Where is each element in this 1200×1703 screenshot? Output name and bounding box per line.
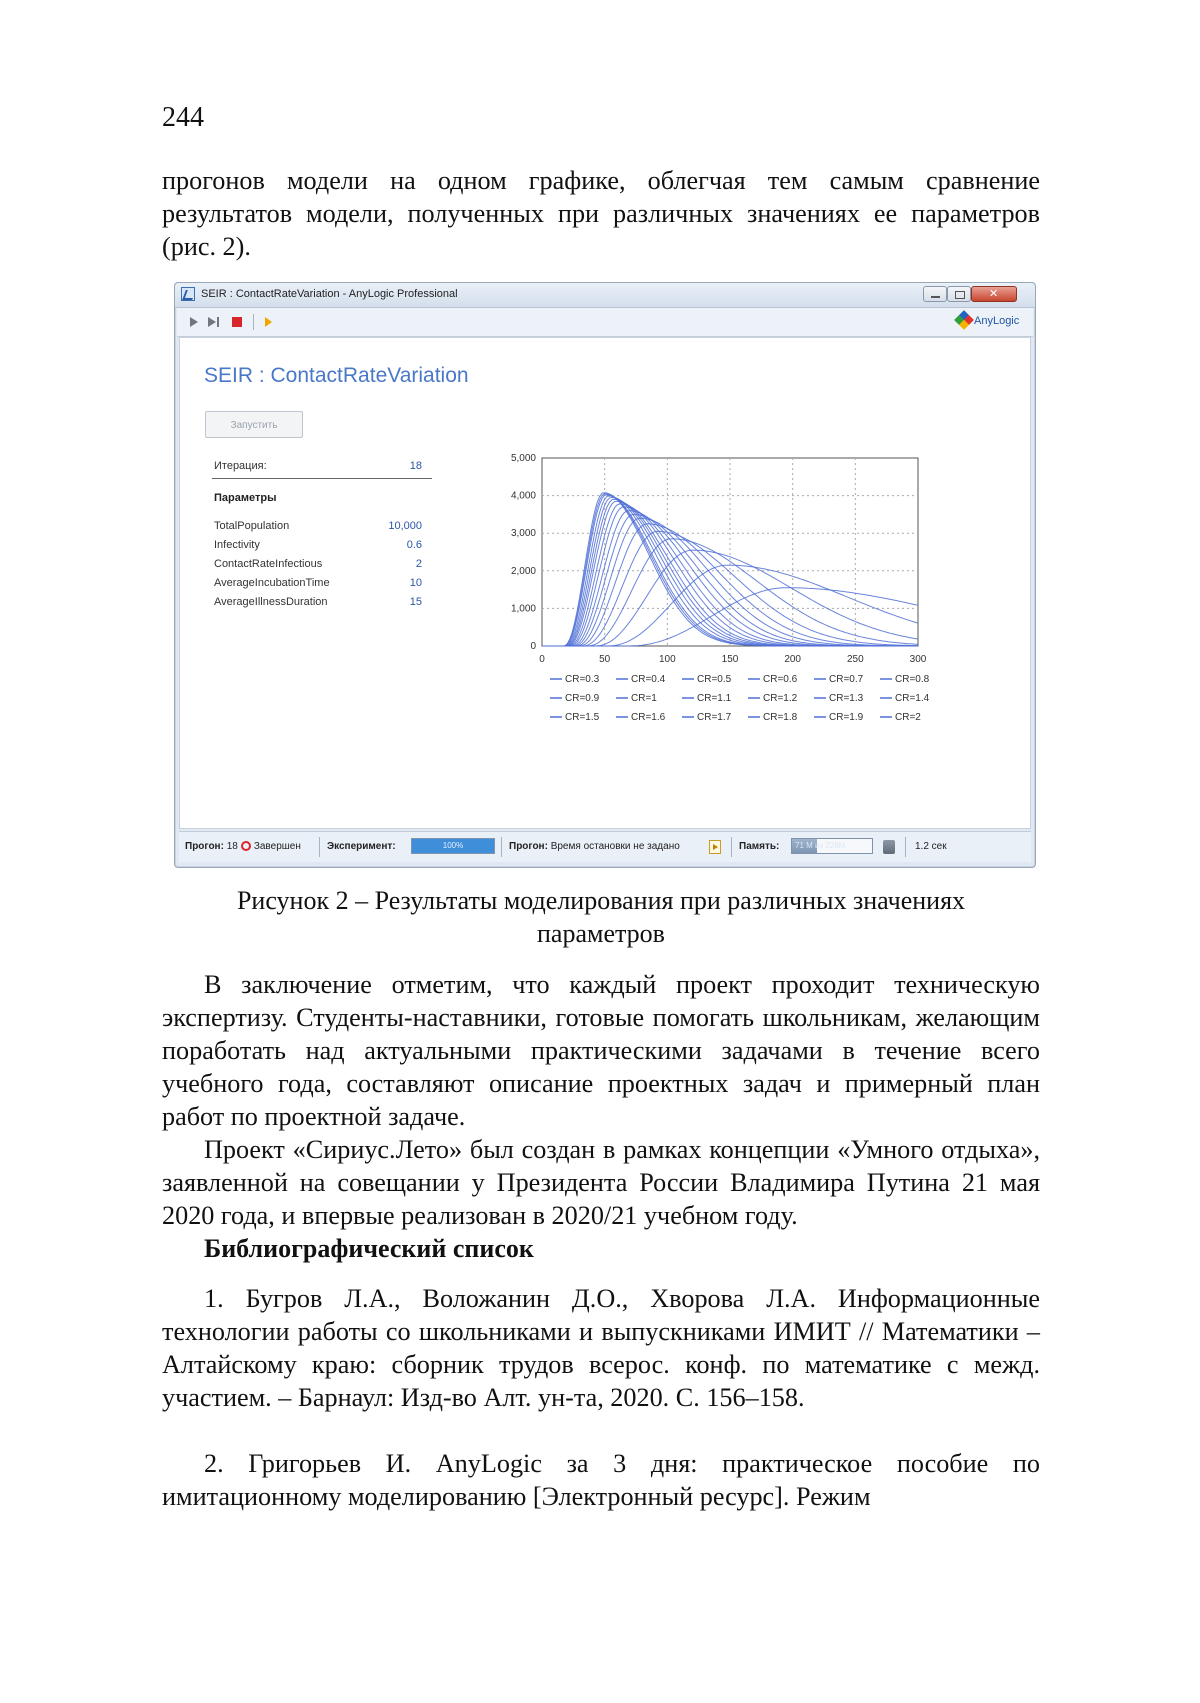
status-separator [731,837,732,857]
speed-icon[interactable] [709,840,721,854]
iteration-value: 18 [409,460,422,472]
anylogic-logo-icon [954,310,974,330]
legend-entry: CR=1.6 [631,712,666,723]
run-state: Завершен [253,841,301,852]
step-icon[interactable] [207,314,223,330]
stop-time-label: Прогон: [509,841,548,852]
experiment-panel [179,337,1031,829]
legend-entry: CR=0.3 [565,674,600,685]
legend-entry: CR=1.9 [829,712,864,723]
stop-time-status [509,841,680,852]
garbage-collect-icon[interactable] [883,840,895,854]
elapsed-time: 1.2 сек [915,841,947,852]
status-separator [319,837,320,857]
close-button[interactable] [971,286,1017,302]
legend-entry: CR=1.2 [763,693,798,704]
body-paragraph: Проект «Сириус.Лето» был создан в рамках концепции «Умного отдыха», заявленной на совещании у Президента России Владимира Путина 21 мая 2020 года, и впервые реализован в 2020/21 учебном году. [162,1135,1040,1230]
legend-entry: CR=0.7 [829,674,864,685]
legend-entry: CR=0.5 [697,674,732,685]
x-tick-label: 0 [539,654,545,665]
anylogic-window [174,282,1036,868]
status-separator [501,837,502,857]
legend-entry: CR=1 [631,693,657,704]
anylogic-logo[interactable] [957,313,1019,327]
iteration-divider [212,478,432,479]
param-value: 2 [415,558,422,570]
maximize-button[interactable] [947,286,971,302]
window-titlebar[interactable] [175,283,1035,308]
anylogic-logo-text: AnyLogic [974,315,1020,327]
parameters-heading: Параметры [214,492,277,504]
param-value: 0.6 [406,539,422,551]
anylogic-app-icon [181,287,195,301]
legend-entry: CR=1.3 [829,693,864,704]
param-value: 15 [409,596,422,608]
legend-entry: CR=1.8 [763,712,798,723]
run-icon[interactable] [261,314,277,330]
x-tick-label: 300 [909,654,927,665]
experiment-progress-bar [411,838,495,854]
x-tick-label: 50 [599,654,611,665]
y-tick-label: 0 [530,641,536,652]
legend-entry: CR=0.6 [763,674,798,685]
figure-caption-line-1: Рисунок 2 – Результаты моделирования при различных значениях [236,886,966,915]
legend-entry: CR=1.5 [565,712,600,723]
param-label: AverageIncubationTime [214,577,330,589]
y-tick-label: 5,000 [510,453,536,464]
reference-item: 2. Григорьев И. AnyLogic за 3 дня: практическое пособие по имитационному моделированию [Электронный ресурс]. Режим [162,1449,1040,1511]
stop-icon[interactable] [229,314,245,330]
seir-line-chart [496,448,956,738]
memory-bar [791,838,873,854]
run-status [185,841,301,852]
param-label: TotalPopulation [214,520,290,532]
figure-caption-line-2: параметров [537,919,665,948]
stop-time-value: Время остановки не задано [550,841,680,852]
x-tick-label: 200 [784,654,802,665]
legend-entry: CR=0.4 [631,674,666,685]
body-paragraph: В заключение отметим, что каждый проект проходит техническую экспертизу. Студенты-наставники, готовые помогать школьникам, желающим поработать над актуальными практическими задачами в течение всего учебного года, составляют описание проектных задач и примерный план работ по проектной задаче. [162,970,1040,1131]
param-label: AverageIllnessDuration [214,596,328,608]
intro-paragraph: прогонов модели на одном графике, облегчая тем самым сравнение результатов модели, полученных при различных значениях ее параметров (рис. 2). [162,166,1040,261]
legend-entry: CR=2 [895,712,921,723]
experiment-progress-text: 100% [442,841,464,850]
bibliography-heading: Библиографический список [204,1234,534,1263]
memory-text: 71 М из 228М [795,841,846,850]
legend-entry: CR=0.8 [895,674,930,685]
window-title: SEIR : ContactRateVariation - AnyLogic Professional [201,288,458,300]
param-value: 10,000 [388,520,422,532]
toolbar-separator [253,314,254,330]
toolbar [177,308,1033,337]
y-tick-label: 3,000 [510,528,536,540]
legend-entry: CR=1.1 [697,693,732,704]
x-tick-label: 100 [658,654,676,665]
y-tick-label: 1,000 [510,603,536,615]
legend-entry: CR=0.9 [565,693,600,704]
legend-entry: CR=1.7 [697,712,732,723]
param-value: 10 [409,577,422,589]
plot-area [542,458,918,646]
x-tick-label: 250 [846,654,864,665]
experiment-label: Эксперимент: [327,841,396,852]
y-tick-label: 4,000 [510,490,536,502]
param-label: ContactRateInfectious [214,558,323,570]
iteration-label: Итерация: [214,460,267,472]
play-icon[interactable] [187,314,203,330]
param-label: Infectivity [214,539,260,551]
stopped-status-icon [241,841,251,851]
memory-label: Память: [739,841,780,852]
status-separator [905,837,906,857]
start-button[interactable]: Запустить [205,411,303,438]
model-title: SEIR : ContactRateVariation [204,364,469,387]
y-tick-label: 2,000 [510,565,536,577]
run-status-label: Прогон: [185,841,224,852]
minimize-button[interactable] [923,286,947,302]
run-status-value: 18 [226,841,238,852]
page-number: 244 [162,102,204,133]
status-bar [179,831,1031,862]
legend-entry: CR=1.4 [895,693,930,704]
x-tick-label: 150 [721,654,739,665]
reference-item: 1. Бугров Л.А., Воложанин Д.О., Хворова Л.А. Информационные технологии работы со школьниками и выпускниками ИМИТ // Математики – Алтайскому краю: сборник трудов всерос. конф. по математике с межд. участием. – Барнаул: Изд-во Алт. ун-та, 2020. С. 156–158. [162,1284,1040,1412]
